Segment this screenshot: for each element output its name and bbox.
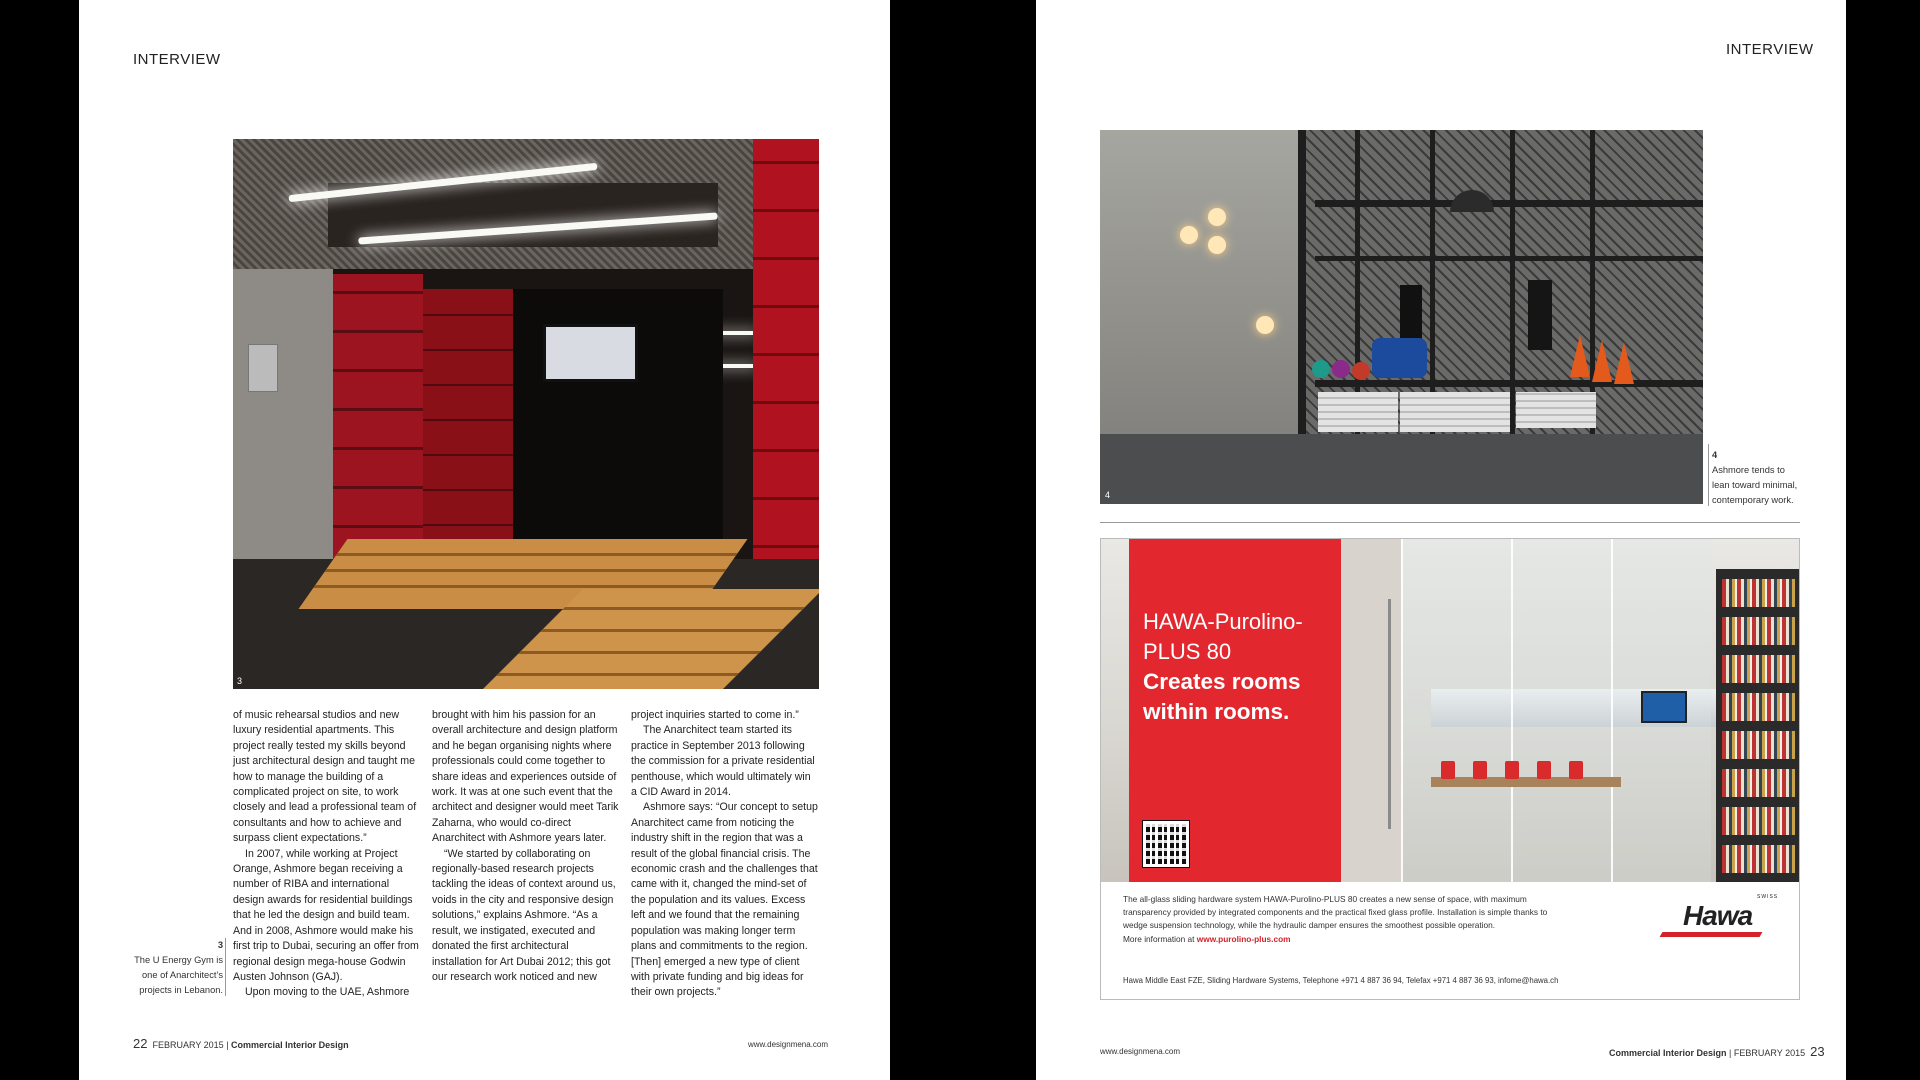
section-label: INTERVIEW — [133, 51, 221, 68]
logo-swoosh — [1660, 932, 1763, 937]
training-cone — [1592, 340, 1612, 382]
paragraph: Ashmore says: “Our concept to setup Anarchitect came from noticing the industry shift in the region that was a result of the global financial crisis. The economic crash and the challenges that came with it, changed the mind-set of the population and its values. Excess left and we found that the remaining population was making longer term plans and commitments to the region. [Then] emerged a new type of client with private funding and big ideas for their own projects.” — [631, 801, 818, 999]
gym-bag — [1372, 338, 1427, 378]
footer-url[interactable]: www.designmena.com — [748, 1040, 829, 1049]
tv-screen — [543, 324, 638, 382]
red-lockers — [333, 274, 423, 564]
mat-stack — [1400, 392, 1510, 432]
photo-caption — [133, 938, 223, 998]
paragraph: Upon moving to the UAE, Ashmore — [245, 986, 410, 999]
logo-swiss: SWISS — [1757, 894, 1779, 900]
right-page — [1036, 0, 1846, 1080]
meeting-table — [1431, 777, 1621, 787]
caption-number: 3 — [217, 940, 223, 950]
caption-text: Ashmore tends to lean toward minimal, contemporary work. — [1712, 465, 1798, 505]
hawa-logo — [1661, 894, 1781, 944]
page-footer: Commercial Interior Design | FEBRUARY 2015 23 — [1609, 1044, 1825, 1059]
training-cone — [1614, 342, 1634, 384]
paragraph: “We started by collaborating on regionally-based research projects tackling the ideas of context around us, voids in the city and responsive design solutions,” explains Ashmore. “As a result, we instigated, executed and donated the first architectural installation for Art Dubai 2012; this got our research work noticed and new — [432, 847, 616, 983]
mat-stack — [1318, 392, 1398, 432]
issue-date: FEBRUARY 2015 — [1733, 1048, 1806, 1058]
section-label: INTERVIEW — [1726, 41, 1814, 58]
logo-wordmark: Hawa — [1683, 900, 1753, 931]
glass-door — [1401, 539, 1511, 882]
caption-text: The U Energy Gym is one of Anarchitect’s projects in Lebanon. — [134, 955, 223, 995]
caption-number: 4 — [1712, 450, 1718, 460]
body-column-3 — [631, 708, 819, 1001]
photo-number: 3 — [237, 676, 243, 686]
hanging-vest — [1528, 280, 1552, 350]
ad-room-image — [1101, 539, 1800, 882]
hanging-vest — [1400, 285, 1422, 345]
left-page — [79, 0, 890, 1080]
footer-url[interactable]: www.designmena.com — [1100, 1047, 1181, 1056]
paragraph: brought with him his passion for an overall architecture and design platform and he began organising nights where professionals could come together to share ideas and experiences outside of work. It was at one such event that the architect and designer would meet Tarik Zaharna, who would co-direct Anarchitect with Ashmore years later. — [432, 709, 619, 845]
photo-number: 4 — [1105, 490, 1111, 500]
body-column-2 — [432, 708, 620, 985]
storage-wall-photo — [1100, 130, 1703, 504]
wall-lamp — [1256, 316, 1274, 334]
ad-tagline: Creates rooms within rooms. — [1143, 669, 1301, 724]
bookshelf — [1716, 569, 1800, 882]
wall-lamp — [1180, 226, 1198, 244]
caption-rule — [225, 938, 226, 996]
wall-lamp — [1208, 236, 1226, 254]
caption-rule — [1708, 444, 1709, 506]
door-handle — [1388, 599, 1391, 829]
paragraph: In 2007, while working at Project Orange, Ashmore began receiving a number of RIBA and international design awards for residential buildings that he led the design and build team. And in 2008, Ashmore would make his first trip to Dubai, securing an offer from regional design mega-house Godwin Austen Johnson (GAJ). — [233, 847, 419, 983]
ad-url-link[interactable]: www.purolino-plus.com — [1196, 933, 1291, 944]
magazine-name: Commercial Interior Design — [1609, 1048, 1727, 1058]
paragraph: project inquiries started to come in.” — [631, 709, 799, 721]
page-footer: 22 FEBRUARY 2015 | Commercial Interior Design — [133, 1036, 349, 1051]
body-column-1 — [233, 708, 421, 1001]
paragraph: The Anarchitect team started its practice in September 2013 following the commission for a private residential penthouse, which would ultimately win a CID Award in 2014. — [631, 724, 815, 799]
divider — [1100, 522, 1800, 523]
ad-product-name: HAWA-Purolino-PLUS 80 — [1143, 609, 1303, 664]
glass-door — [1511, 539, 1611, 882]
mat-stack — [1516, 392, 1596, 428]
ad-description: The all-glass sliding hardware system HAWA-Purolino-PLUS 80 creates a new sense of space, with maximum transparency provided by integrated components and the practical fixed glass profile. Installation is simple thanks to wedge suspension technology, while the hydraulic damper ensures the smoothest possible operation. — [1123, 894, 1548, 931]
page-number: 22 — [133, 1036, 148, 1051]
ad-contact-line: Hawa Middle East FZE, Sliding Hardware Systems, Telephone +971 4 887 36 94, Telefax +971 4 887 36 93, infome@hawa.ch — [1123, 976, 1559, 985]
page-number: 23 — [1810, 1044, 1825, 1059]
issue-date: FEBRUARY 2015 — [152, 1040, 224, 1050]
hawa-advertisement — [1100, 538, 1800, 1000]
hand-dryer — [248, 344, 278, 392]
photo-caption — [1712, 448, 1802, 508]
training-cone — [1570, 335, 1590, 377]
ad-red-panel — [1129, 539, 1341, 882]
magazine-name: Commercial Interior Design — [231, 1040, 349, 1050]
gym-locker-room-photo — [233, 139, 819, 689]
ad-body-copy — [1123, 893, 1563, 946]
wall-screen — [1641, 691, 1687, 723]
red-lockers — [423, 289, 513, 559]
paragraph: of music rehearsal studios and new luxury residential apartments. This project really tested my skills beyond just architectural design and taught me how to manage the building of a complicated project on site, to work closely and lead a professional team of consultants and how to achieve and surpass client expectations.” — [233, 709, 417, 845]
ad-more-info: More information at — [1123, 933, 1195, 944]
wall-lamp — [1208, 208, 1226, 226]
qr-code-icon[interactable] — [1143, 821, 1189, 867]
